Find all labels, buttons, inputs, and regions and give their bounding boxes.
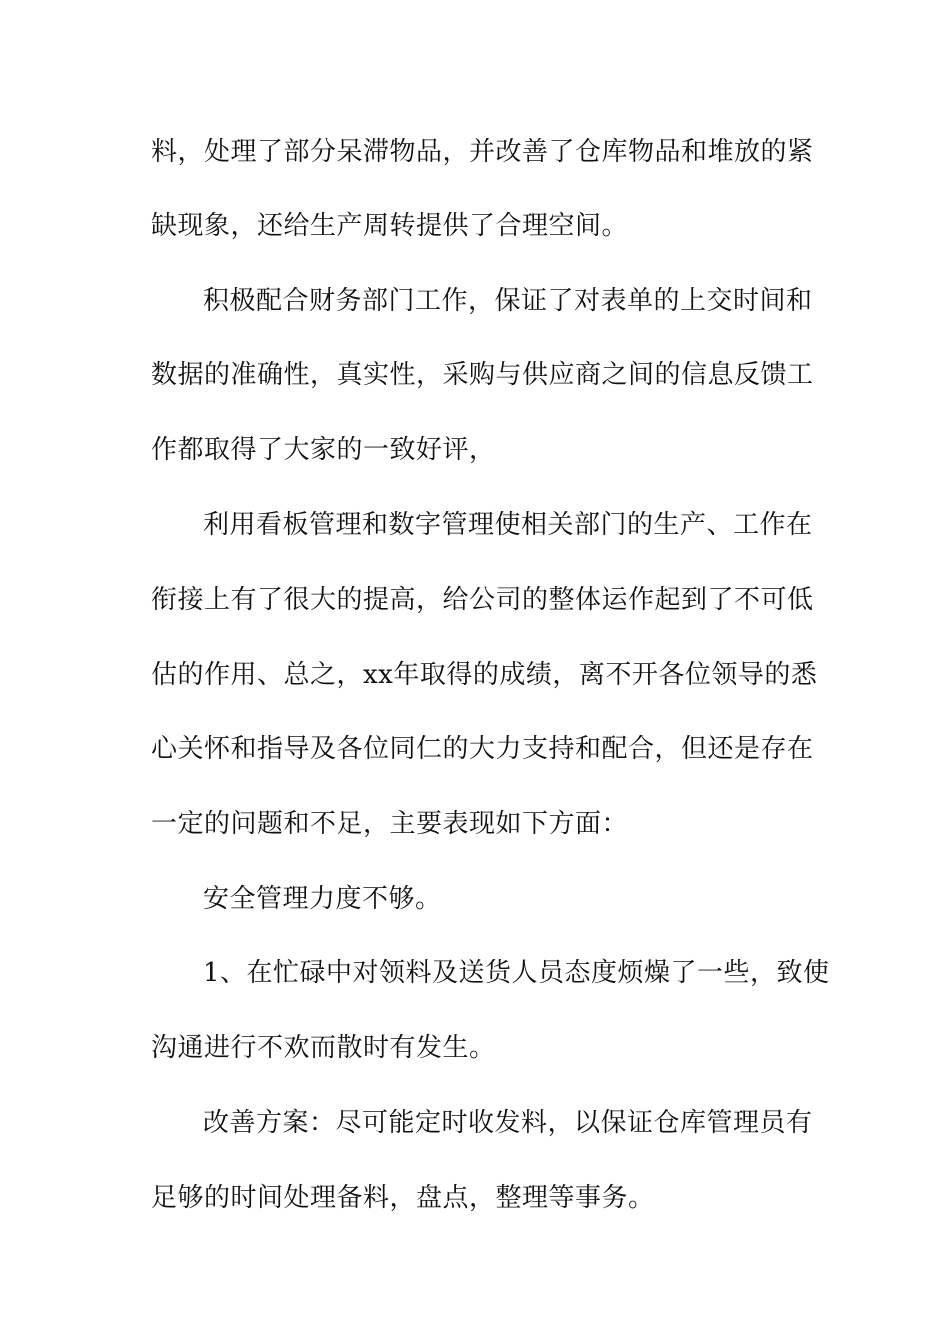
body-text-line: 数据的准确性，真实性，采购与供应商之间的信息反馈工 bbox=[151, 360, 814, 390]
body-text-line: 衔接上有了很大的提高，给公司的整体运作起到了不可低 bbox=[151, 585, 814, 615]
paragraph-first-line: 积极配合财务部门工作，保证了对表单的上交时间和 bbox=[203, 286, 813, 316]
body-text-line: 缺现象，还给生产周转提供了合理空间。 bbox=[151, 211, 629, 241]
body-text-line: 沟通进行不欢而散时有发生。 bbox=[151, 1033, 496, 1063]
body-text-line: 作都取得了大家的一致好评， bbox=[151, 435, 496, 465]
paragraph-first-line: 1、在忙碌中对领料及送货人员态度烦燥了一些，致使 bbox=[203, 958, 830, 988]
body-text-line: 估的作用、总之，xx年取得的成绩，离不开各位领导的悉 bbox=[151, 660, 818, 690]
body-text-line: 足够的时间处理备料，盘点，整理等事务。 bbox=[151, 1183, 655, 1213]
body-text-line: 心关怀和指导及各位同仁的大力支持和配合，但还是存在 bbox=[151, 734, 814, 764]
body-text-line: 料，处理了部分呆滞物品，并改善了仓库物品和堆放的紧 bbox=[151, 137, 814, 167]
paragraph-first-line: 利用看板管理和数字管理使相关部门的生产、工作在 bbox=[203, 510, 813, 540]
body-text-line: 一定的问题和不足，主要表现如下方面： bbox=[151, 809, 629, 839]
section-heading: 安全管理力度不够。 bbox=[203, 884, 442, 914]
paragraph-first-line: 改善方案：尽可能定时收发料，以保证仓库管理员有 bbox=[203, 1108, 813, 1138]
